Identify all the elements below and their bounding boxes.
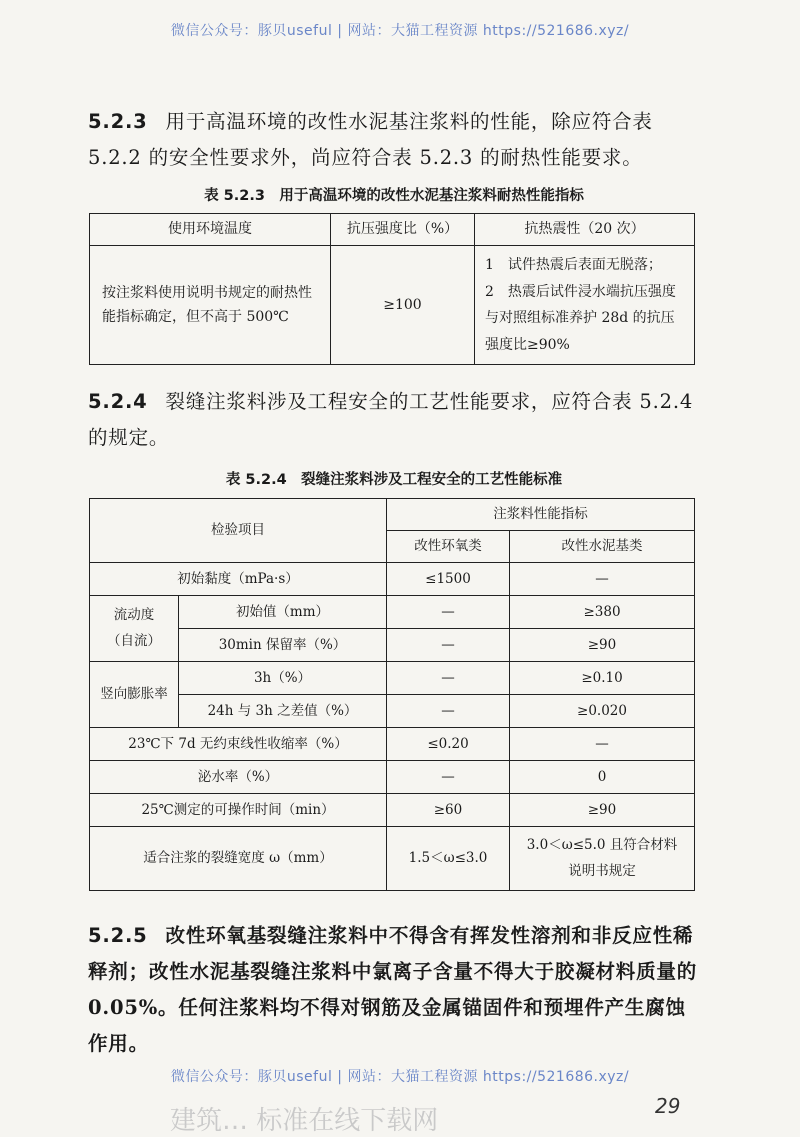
cell-cement: — [510,728,695,761]
header-performance: 注浆料性能指标 [387,499,695,531]
cell-epoxy: — [387,629,510,662]
table-row [90,662,695,695]
header-temperature: 使用环境温度 [90,214,331,246]
cell-item: 24h 与 3h 之差值（%） [179,695,387,728]
cell-cement: ≥90 [510,629,695,662]
cell-item: 25℃测定的可操作时间（min） [90,794,387,827]
cell-item: 3h（%） [179,662,387,695]
cell-cement: ≥90 [510,794,695,827]
cell-cement: ≥380 [510,596,695,629]
flow-label: 流动度 [113,606,155,623]
cell-epoxy: ≤0.20 [387,728,510,761]
cell-epoxy: — [387,695,510,728]
cell-epoxy: 1.5＜ω≤3.0 [387,827,510,891]
cell-cement: ≥0.10 [510,662,695,695]
table-row [90,695,695,728]
clause-text: 改性环氧基裂缝注浆料中不得含有挥发性溶剂和非反应性稀释剂；改性水泥基裂缝注浆料中氯离子含量不得大于胶凝材料质量的 0.05%。任何注浆料均不得对钢筋及金属锚固件和预埋件产生腐蚀作用。 [88,924,698,1055]
table-row [90,629,695,662]
top-watermark: 微信公众号：豚贝useful | 网站：大猫工程资源 https://521686.xyz/ [170,23,630,39]
flow-sublabel: （自流） [107,632,161,649]
header-test-item: 检验项目 [90,499,387,563]
cell-item: 初始黏度（mPa·s） [90,563,387,596]
clause-number: 5.2.3 [88,110,148,133]
table-5-2-4 [89,498,695,891]
table-5-2-4-caption: 表 5.2.4 裂缝注浆料涉及工程安全的工艺性能标准 [225,472,563,488]
cell-cement: 0 [510,761,695,794]
table-row [90,728,695,761]
table-5-2-3-caption: 表 5.2.3 用于高温环境的改性水泥基注浆料耐热性能指标 [204,188,584,204]
header-epoxy: 改性环氧类 [387,531,510,563]
page-number: 29 [655,1094,681,1118]
clause-5-2-3 [88,104,700,176]
clause-number: 5.2.5 [88,924,148,947]
table-row [90,827,695,891]
cell-item: 23℃下 7d 无约束线性收缩率（%） [90,728,387,761]
header-thermal-shock: 抗热震性（20 次） [475,214,695,246]
cell-item: 30min 保留率（%） [179,629,387,662]
cell-flow-label [90,596,179,662]
cell-thermal-shock [475,246,695,365]
cell-item: 泌水率（%） [90,761,387,794]
clause-5-2-5 [88,918,700,1062]
cell-cement: — [510,563,695,596]
cell-cement: 3.0＜ω≤5.0 且符合材料说明书规定 [510,827,695,891]
thermal-shock-item-2: 2 热震后试件浸水端抗压强度与对照组标准养护 28d 的抗压强度比≥90% [485,283,676,353]
thermal-shock-item-1: 1 试件热震后表面无脱落； [485,257,662,273]
cell-epoxy: — [387,662,510,695]
cell-epoxy: — [387,761,510,794]
cell-epoxy: ≥60 [387,794,510,827]
table-row [90,761,695,794]
table-row [90,794,695,827]
clause-number: 5.2.4 [88,390,148,413]
cell-item: 初始值（mm） [179,596,387,629]
cell-epoxy: ≤1500 [387,563,510,596]
table-5-2-3 [89,213,695,365]
bottom-watermark: 微信公众号：豚贝useful | 网站：大猫工程资源 https://521686.xyz/ [170,1069,630,1085]
table-row [90,596,695,629]
clause-text: 用于高温环境的改性水泥基注浆料的性能，除应符合表 5.2.2 的安全性要求外，尚应符合表 5.2.3 的耐热性能要求。 [88,110,653,169]
header-cement: 改性水泥基类 [510,531,695,563]
header-compressive-ratio: 抗压强度比（%） [331,214,475,246]
footer-ghost-text: 建筑… 标准在线下载网 [170,1106,439,1136]
cell-compressive-ratio: ≥100 [331,246,475,365]
cell-cement: ≥0.020 [510,695,695,728]
cell-temperature: 按注浆料使用说明书规定的耐热性能指标确定，但不高于 500℃ [90,246,331,365]
cell-item: 适合注浆的裂缝宽度 ω（mm） [90,827,387,891]
cell-expansion-label: 竖向膨胀率 [90,662,179,728]
cell-epoxy: — [387,596,510,629]
clause-text: 裂缝注浆料涉及工程安全的工艺性能要求，应符合表 5.2.4 的规定。 [88,390,694,449]
table-row [90,563,695,596]
clause-5-2-4 [88,384,700,456]
